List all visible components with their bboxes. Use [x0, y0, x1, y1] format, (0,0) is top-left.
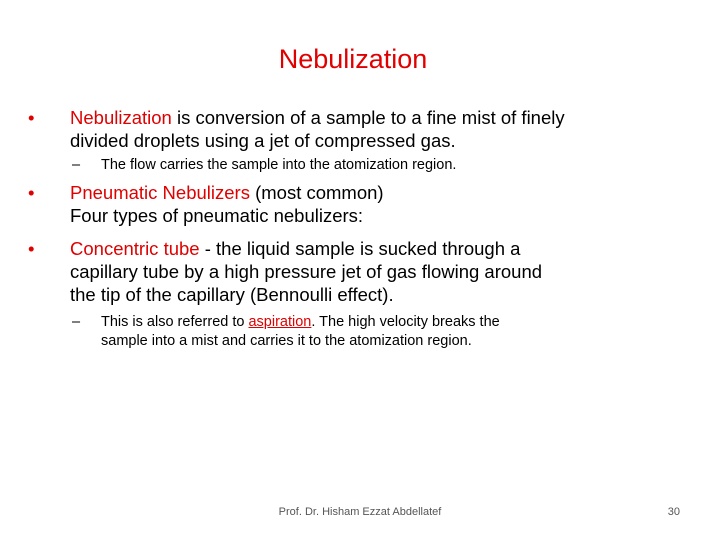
sub-bullet-line-start: This is also referred to: [101, 314, 249, 330]
bullet-text: [70, 237, 710, 306]
bullet-marker: •: [28, 238, 35, 259]
bullet-marker: •: [28, 107, 35, 128]
sub-bullet-line: [101, 313, 661, 332]
bullet-text: [70, 106, 710, 152]
highlighted-term: Pneumatic Nebulizers: [70, 182, 250, 203]
highlighted-term: Nebulization: [70, 107, 172, 128]
sub-bullet-line-end: . The high velocity breaks the: [311, 314, 500, 330]
highlighted-term: Concentric tube: [70, 238, 200, 259]
sub-bullet-text: [101, 313, 661, 351]
bullet-line: Four types of pneumatic nebulizers:: [70, 205, 364, 226]
sub-bullet-marker: –: [72, 157, 81, 173]
slide-title: Nebulization: [278, 44, 428, 74]
bullet-line: [70, 106, 710, 129]
bullet-line-rest: (most common): [249, 182, 384, 203]
bullet-marker: •: [28, 182, 35, 203]
sub-bullet-text: The flow carries the sample into the atomization region.: [101, 157, 457, 173]
sub-bullet-line: sample into a mist and carries it to the atomization region.: [101, 333, 472, 349]
footer-author: Prof. Dr. Hisham Ezzat Abdellatef: [278, 506, 442, 518]
page-number: 30: [667, 506, 680, 518]
bullet-text: [70, 181, 710, 227]
bullet-line-rest: is conversion of a sample to a fine mist of finely: [171, 107, 565, 128]
bullet-line: [70, 181, 710, 204]
bullet-line: [70, 237, 710, 260]
bullet-line-rest: - the liquid sample is sucked through a: [199, 238, 521, 259]
sub-bullet-marker: –: [72, 314, 81, 330]
bullet-line: divided droplets using a jet of compressed gas.: [70, 130, 456, 151]
highlighted-term: aspiration: [248, 314, 312, 330]
bullet-line: capillary tube by a high pressure jet of gas flowing around: [70, 261, 543, 282]
bullet-line: the tip of the capillary (Bennoulli effect).: [70, 284, 394, 305]
